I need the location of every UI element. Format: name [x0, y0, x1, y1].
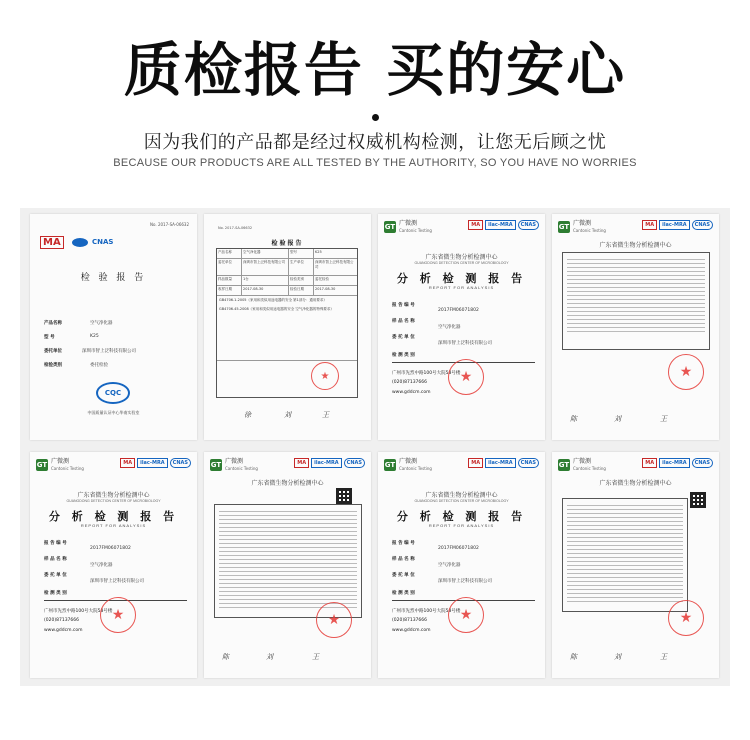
- qr-code-icon: [336, 488, 352, 504]
- stamp-icon: ★: [448, 359, 484, 395]
- client-label: 委 托 单 位: [392, 573, 415, 578]
- table-cell: 检验类别: [289, 276, 314, 285]
- ma-logo: MA: [40, 236, 64, 249]
- table-row: [217, 276, 357, 286]
- results-table: [562, 498, 688, 612]
- table-cell: 委托检验: [315, 277, 329, 281]
- lab-phone: (020)87137666: [44, 618, 80, 623]
- ilac-logo: [72, 238, 88, 247]
- issuer-org: 中国质量认证中心华南实验室: [87, 410, 140, 415]
- ilac-logo: ilac-MRA: [485, 220, 516, 230]
- report-heading-en: REPORT FOR ANALYSIS: [80, 523, 147, 528]
- signature: 陈: [570, 653, 577, 661]
- cnas-logo: CNAS: [92, 238, 114, 246]
- report-card-lab-results: [204, 452, 371, 678]
- lab-org: 广东省微生物分析检测中心: [599, 242, 672, 249]
- lab-org: 广东省微生物分析检测中心: [251, 480, 324, 487]
- lab-org: 广东省微生物分析检测中心: [599, 480, 672, 487]
- lab-org-en: GUANGDONG DETECTION CENTER OF MICROBIOLOGY: [66, 499, 161, 503]
- ma-logo: MA: [468, 220, 483, 230]
- table-row: [217, 286, 357, 296]
- accreditation-logos: [642, 458, 713, 468]
- report-heading: 分 析 检 测 报 告: [396, 272, 527, 285]
- table-cell: 委托单位: [217, 259, 242, 275]
- gt-icon: GT: [210, 461, 222, 469]
- standards-cell: [217, 296, 357, 360]
- table-cell: 空气净化器: [242, 249, 289, 258]
- subtitle-chinese: 因为我们的产品都是经过权威机构检测，让您无后顾之忧: [143, 132, 607, 153]
- table-lines: [219, 511, 357, 611]
- table-row: [217, 259, 357, 276]
- report-heading: 分 析 检 测 报 告: [48, 510, 179, 523]
- table-cell: 收样日期: [217, 286, 242, 295]
- lab-logo: [210, 458, 258, 472]
- lab-org: 广东省微生物分析检测中心: [425, 254, 498, 261]
- lab-website: www.gddcm.com: [44, 628, 83, 633]
- report-number: No. 2017-SA-06632: [218, 226, 253, 230]
- ilac-logo: ilac-MRA: [659, 220, 690, 230]
- lab-logo: [36, 458, 84, 472]
- table-cell: 2017-08-30: [242, 286, 289, 295]
- test-type-label: 检 测 类 别: [392, 353, 415, 358]
- sample-label: 样 品 名 称: [392, 557, 415, 562]
- client-value: 深圳市智上泛科技有限公司: [438, 579, 492, 584]
- lab-address: 广州市先烈中路100号大院58号楼: [392, 609, 461, 614]
- stamp-icon: ★: [448, 597, 484, 633]
- table-cell: 型号: [289, 249, 314, 258]
- cnas-logo: CNAS: [692, 458, 713, 468]
- report-card-cqc-cover: [30, 214, 197, 440]
- table-cell: 深圳市智上泛科技有限公司: [242, 259, 289, 275]
- lab-website: www.gddcm.com: [392, 628, 431, 633]
- signature: 刘: [614, 415, 621, 423]
- table-cell: 生产单位: [289, 259, 314, 275]
- report-card-lab-cover: [30, 452, 197, 678]
- ilac-logo: ilac-MRA: [311, 458, 342, 468]
- report-heading: 检验报告: [271, 240, 304, 247]
- signature: 王: [660, 653, 667, 661]
- lab-org: 广东省微生物分析检测中心: [77, 492, 150, 499]
- lab-address: 广州市先烈中路100号大院58号楼: [44, 609, 113, 614]
- cnas-logo: CNAS: [518, 220, 539, 230]
- ma-logo: MA: [294, 458, 309, 468]
- stamp-icon: ★: [100, 597, 136, 633]
- lab-logo: [558, 220, 606, 234]
- report-no-label: 报 告 编 号: [392, 303, 415, 308]
- stamp-icon: ★: [668, 600, 704, 636]
- client-label: 委 托 单 位: [392, 335, 415, 340]
- lab-logo: [558, 458, 606, 472]
- lab-org-en: GUANGDONG DETECTION CENTER OF MICROBIOLOGY: [414, 499, 509, 503]
- signature: 王: [660, 415, 667, 423]
- sample-label: 样 品 名 称: [392, 319, 415, 324]
- lab-logo: [384, 220, 432, 234]
- sample-label: 样 品 名 称: [44, 557, 67, 562]
- lab-address: 广州市先烈中路100号大院58号楼: [392, 371, 461, 376]
- model-label: 型 号: [44, 335, 55, 340]
- report-number: No. 2017-SA-06632: [150, 222, 189, 227]
- gt-icon: GT: [558, 223, 570, 231]
- cnas-logo: CNAS: [170, 458, 191, 468]
- table-cell: 检验日期: [289, 286, 314, 295]
- report-card-lab-cover: [378, 452, 545, 678]
- signature: 刘: [284, 411, 291, 419]
- lab-name: 广微测: [51, 458, 70, 465]
- ma-logo: MA: [120, 458, 135, 468]
- standard-2: GB4706.45-2008《家用和类似用途电器的安全 空气净化器的特殊要求》: [219, 307, 334, 311]
- report-card-lab-results: [552, 452, 719, 678]
- report-no-label: 报 告 编 号: [392, 541, 415, 546]
- stamp-icon: ★: [316, 602, 352, 638]
- client-value: 深圳市智上泛科技有限公司: [82, 349, 136, 354]
- report-no-value: 2017FM06071802: [438, 546, 479, 551]
- signature: 刘: [614, 653, 621, 661]
- table-lines: [567, 259, 705, 335]
- conclusion-cell: [217, 360, 357, 397]
- gt-icon: GT: [558, 461, 570, 469]
- lab-name: 广微测: [573, 458, 592, 465]
- signature: 王: [322, 411, 329, 419]
- divider-dot: [372, 114, 379, 121]
- test-type-label: 检 测 类 别: [44, 591, 67, 596]
- lab-phone: (020)87137666: [392, 618, 428, 623]
- test-type-value: 委托检验: [90, 363, 108, 368]
- signature: 王: [312, 653, 319, 661]
- gt-icon: GT: [384, 223, 396, 231]
- lab-name-en: Cantonic Testing: [399, 228, 432, 233]
- gt-icon: GT: [36, 461, 48, 469]
- lab-name-en: Cantonic Testing: [573, 228, 606, 233]
- lab-name: 广微测: [225, 458, 244, 465]
- lab-name: 广微测: [399, 220, 418, 227]
- lab-name-en: Cantonic Testing: [225, 466, 258, 471]
- ma-logo: MA: [642, 220, 657, 230]
- accreditation-logos: [294, 458, 365, 468]
- ilac-logo: ilac-MRA: [137, 458, 168, 468]
- report-no-value: 2017FM06071802: [90, 546, 131, 551]
- table-cell: 深圳市智上泛科技有限公司: [315, 260, 354, 269]
- report-no-value: 2017FM06071802: [438, 308, 479, 313]
- sample-value: 空气净化器: [90, 563, 113, 568]
- report-card-inspection-table: [204, 214, 371, 440]
- lab-logo: [384, 458, 432, 472]
- signature: 陈: [570, 415, 577, 423]
- report-card-lab-cover: [378, 214, 545, 440]
- stamp-icon: ★: [311, 362, 339, 390]
- lab-name-en: Cantonic Testing: [573, 466, 606, 471]
- client-label: 委托单位: [44, 349, 62, 354]
- test-type-label: 检 测 类 别: [392, 591, 415, 596]
- product-label: 产品名称: [44, 321, 62, 326]
- report-gallery: [20, 208, 730, 686]
- ma-logo: MA: [642, 458, 657, 468]
- lab-name: 广微测: [573, 220, 592, 227]
- ilac-logo: ilac-MRA: [485, 458, 516, 468]
- accreditation-logos: [120, 458, 191, 468]
- accreditation-logos: [468, 458, 539, 468]
- table-cell: 产品名称: [217, 249, 242, 258]
- product-value: 空气净化器: [90, 321, 113, 326]
- report-heading: 检 验 报 告: [80, 273, 147, 283]
- report-heading-en: REPORT FOR ANALYSIS: [428, 285, 495, 290]
- page-title: 质检报告 买的安心: [123, 36, 627, 104]
- signature: 陈: [222, 653, 229, 661]
- model-value: K25: [90, 334, 99, 339]
- accreditation-logos: [468, 220, 539, 230]
- report-heading-en: REPORT FOR ANALYSIS: [428, 523, 495, 528]
- inspection-table: [216, 248, 358, 398]
- results-table: [562, 252, 710, 350]
- table-cell: 样品数量: [217, 276, 242, 285]
- ma-logo: MA: [468, 458, 483, 468]
- lab-website: www.gddcm.com: [392, 390, 431, 395]
- cnas-logo: CNAS: [518, 458, 539, 468]
- gt-icon: GT: [384, 461, 396, 469]
- table-cell: 1台: [242, 276, 289, 285]
- sample-value: 空气净化器: [438, 563, 461, 568]
- client-value: 深圳市智上泛科技有限公司: [438, 341, 492, 346]
- report-heading: 分 析 检 测 报 告: [396, 510, 527, 523]
- table-lines: [567, 505, 683, 605]
- lab-org: 广东省微生物分析检测中心: [425, 492, 498, 499]
- test-type-label: 检验类别: [44, 363, 62, 368]
- sample-value: 空气净化器: [438, 325, 461, 330]
- lab-org-en: GUANGDONG DETECTION CENTER OF MICROBIOLOGY: [414, 261, 509, 265]
- lab-name-en: Cantonic Testing: [51, 466, 84, 471]
- signature: 徐: [244, 411, 251, 419]
- cnas-logo: CNAS: [344, 458, 365, 468]
- cqc-logo: CQC: [96, 382, 130, 404]
- qr-code-icon: [690, 492, 706, 508]
- accreditation-logos: [642, 220, 713, 230]
- client-value: 深圳市智上泛科技有限公司: [90, 579, 144, 584]
- table-row: [217, 249, 357, 259]
- client-label: 委 托 单 位: [44, 573, 67, 578]
- lab-phone: (020)87137666: [392, 380, 428, 385]
- report-card-lab-results: [552, 214, 719, 440]
- results-table: [214, 504, 362, 618]
- standard-1: GB4706.1-2005《家用和类似用途电器的安全 第1部分：通用要求》: [219, 298, 327, 302]
- lab-name: 广微测: [399, 458, 418, 465]
- table-cell: K25: [315, 250, 322, 254]
- ilac-logo: ilac-MRA: [659, 458, 690, 468]
- table-cell: 2017-08-30: [315, 287, 336, 291]
- stamp-icon: ★: [668, 354, 704, 390]
- report-no-label: 报 告 编 号: [44, 541, 67, 546]
- signature: 刘: [266, 653, 273, 661]
- subtitle-english: BECAUSE OUR PRODUCTS ARE ALL TESTED BY THE AUTHORITY, SO YOU HAVE NO WORRIES: [113, 157, 637, 169]
- cnas-logo: CNAS: [692, 220, 713, 230]
- lab-name-en: Cantonic Testing: [399, 466, 432, 471]
